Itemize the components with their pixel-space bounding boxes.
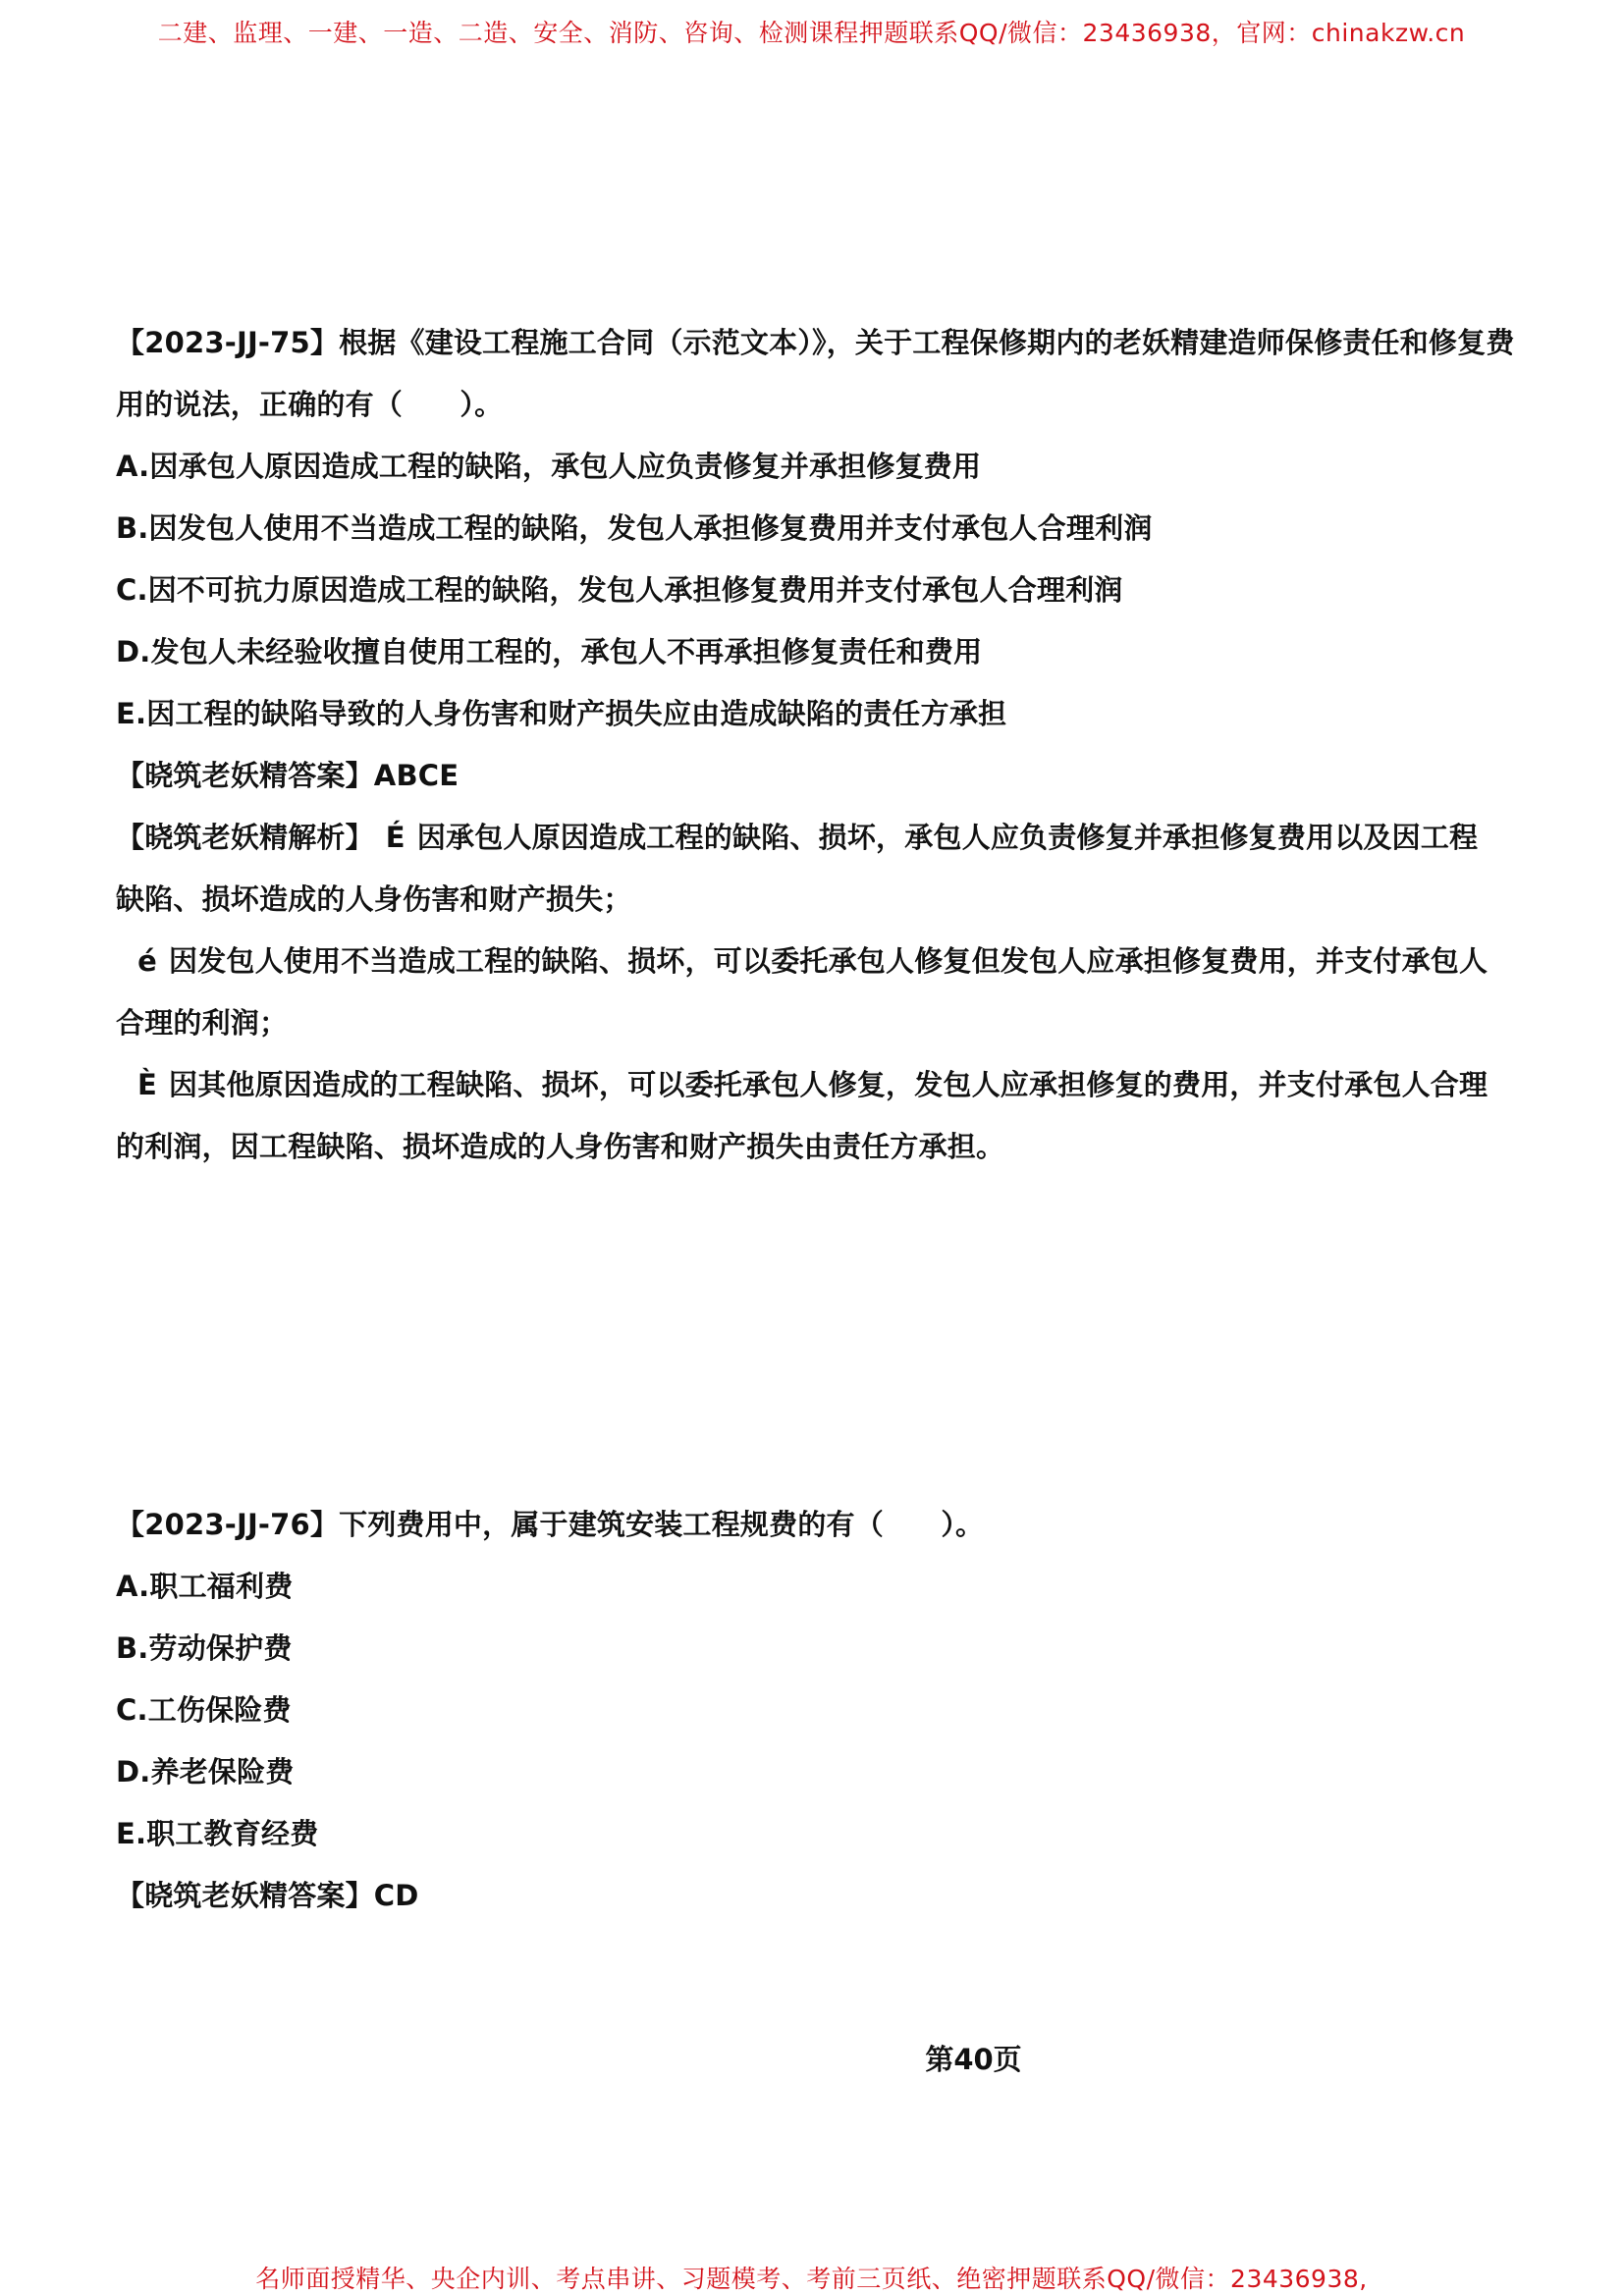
footer-banner: 名师面授精华、央企内训、考点串讲、习题模考、考前三页纸、绝密押题联系QQ/微信：23436938, (255, 2265, 1368, 2293)
analysis-2-text: 因发包人使用不当造成工程的缺陷、损坏，可以委托承包人修复但发包人应承担修复费用，并支付承包人 (169, 944, 1488, 978)
analysis-1-text: 因承包人原因造成工程的缺陷、损坏，承包人应负责修复并承担修复费用以及因工程 (416, 821, 1479, 854)
option-c: C.工伤保险费 (116, 1693, 292, 1727)
answer-line: 【晓筑老妖精答案】CD (116, 1879, 419, 1912)
question-76 (116, 1494, 1510, 1927)
option-e: E.职工教育经费 (116, 1817, 319, 1850)
question-stem-line-2: 用的说法，正确的有（ ）。 (116, 388, 504, 421)
analysis-3-continuation: 的利润，因工程缺陷、损坏造成的人身伤害和财产损失由责任方承担。 (116, 1130, 1005, 1163)
question-stem: 【2023-JJ-76】下列费用中，属于建筑安装工程规费的有（ ）。 (116, 1508, 985, 1541)
option-d: D.发包人未经验收擅自使用工程的，承包人不再承担修复责任和费用 (116, 635, 983, 668)
option-b: B.劳动保护费 (116, 1631, 293, 1665)
analysis-line-2 (116, 931, 1510, 992)
option-a: A.因承包人原因造成工程的缺陷，承包人应负责修复并承担修复费用 (116, 450, 982, 483)
question-stem-line-1: 【2023-JJ-75】根据《建设工程施工合同（示范文本）》，关于工程保修期内的老妖精建造师保修责任和修复费 (116, 326, 1515, 359)
analysis-3-mark: È (136, 1068, 157, 1101)
analysis-3-text: 因其他原因造成的工程缺陷、损坏，可以委托承包人修复，发包人应承担修复的费用，并支付承包人合理 (169, 1068, 1488, 1101)
analysis-2-continuation: 合理的利润； (116, 1006, 289, 1040)
option-a: A.职工福利费 (116, 1570, 294, 1603)
analysis-line-1 (116, 807, 1510, 869)
header-banner: 二建、监理、一建、一造、二造、安全、消防、咨询、检测课程押题联系QQ/微信：23436938，官网：chinakzw.cn (157, 19, 1466, 47)
option-d: D.养老保险费 (116, 1755, 295, 1789)
answer-line: 【晓筑老妖精答案】ABCE (116, 759, 460, 792)
option-c: C.因不可抗力原因造成工程的缺陷，发包人承担修复费用并支付承包人合理利润 (116, 573, 1123, 607)
analysis-1-continuation: 缺陷、损坏造成的人身伤害和财产损失； (116, 882, 632, 916)
analysis-line-3 (116, 1054, 1510, 1116)
question-75 (116, 312, 1515, 1178)
analysis-label: 【晓筑老妖精解析】 (116, 821, 374, 854)
option-e: E.因工程的缺陷导致的人身伤害和财产损失应由造成缺陷的责任方承担 (116, 697, 1007, 730)
page-number: 第40页 (925, 2043, 1022, 2076)
analysis-2-mark: é (137, 944, 157, 978)
analysis-1-mark: É (385, 821, 406, 854)
option-b: B.因发包人使用不当造成工程的缺陷，发包人承担修复费用并支付承包人合理利润 (116, 511, 1153, 545)
